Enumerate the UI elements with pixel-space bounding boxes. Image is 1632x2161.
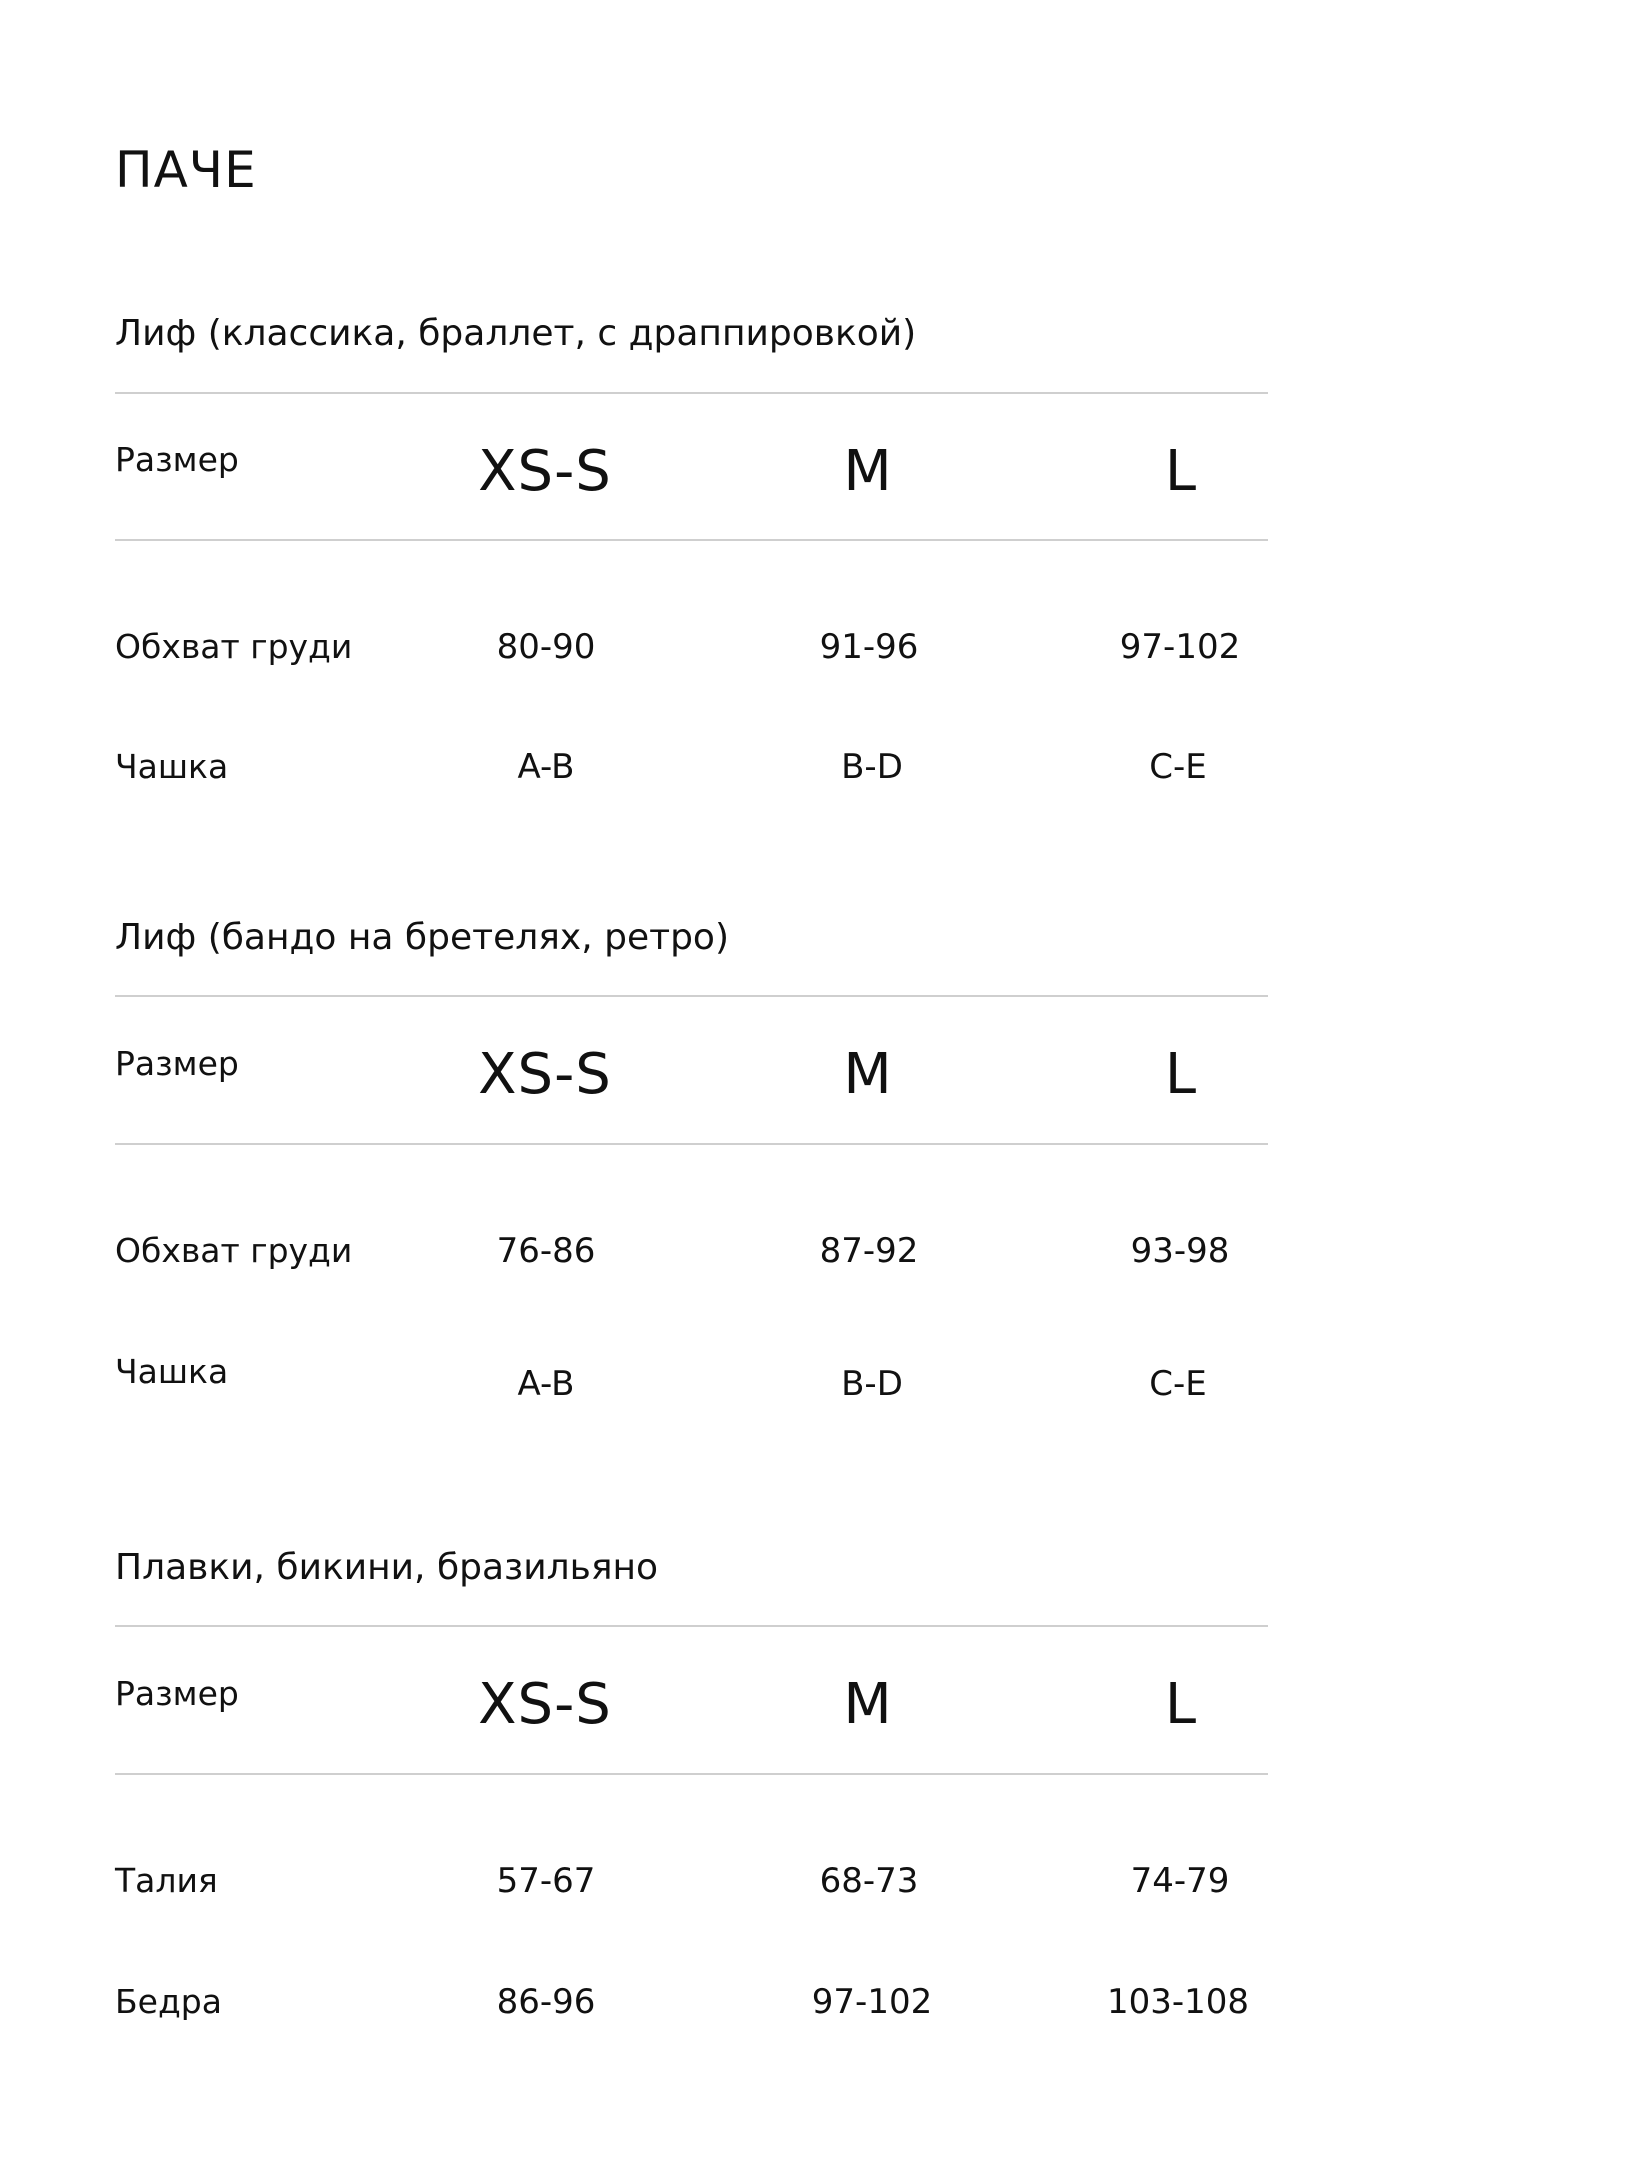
table-cell: 103-108 [1106,1982,1250,2022]
table-cell: 76-86 [496,1231,596,1271]
table-cell: A-B [517,1364,575,1404]
table-cell: A-B [517,747,575,787]
table-cell: 87-92 [819,1231,919,1271]
divider [115,1773,1268,1775]
table-cell: C-E [1149,1364,1207,1404]
size-label: Размер [115,440,239,479]
size-head-xs-s: XS-S [478,1042,612,1107]
divider [115,539,1268,541]
table-cell: 68-73 [819,1861,919,1901]
table-cell: 74-79 [1130,1861,1230,1901]
table-cell: 97-102 [811,1982,933,2022]
divider [115,392,1268,394]
table-cell: C-E [1149,747,1207,787]
row-label: Обхват груди [115,1231,353,1270]
size-head-xs-s: XS-S [478,439,612,504]
size-head-xs-s: XS-S [478,1672,612,1737]
size-head-m: M [843,1672,893,1737]
row-label: Талия [115,1861,218,1900]
divider [115,1625,1268,1627]
size-head-l: L [1164,1672,1198,1737]
size-head-l: L [1164,1042,1198,1107]
section-title: Лиф (классика, браллет, с драппировкой) [115,313,917,354]
page-title: ПАЧЕ [115,141,257,199]
table-cell: 86-96 [496,1982,596,2022]
table-cell: 91-96 [819,627,919,667]
table-cell: B-D [841,747,903,787]
size-head-m: M [843,439,893,504]
table-cell: 57-67 [496,1861,596,1901]
table-cell: B-D [841,1364,903,1404]
section-title: Плавки, бикини, бразильяно [115,1547,659,1588]
size-head-l: L [1164,439,1198,504]
divider [115,1143,1268,1145]
row-label: Чашка [115,1352,229,1391]
section-title: Лиф (бандо на бретелях, ретро) [115,917,730,958]
row-label: Обхват груди [115,627,353,666]
row-label: Чашка [115,747,229,786]
divider [115,995,1268,997]
table-cell: 93-98 [1130,1231,1230,1271]
table-cell: 97-102 [1119,627,1241,667]
size-label: Размер [115,1044,239,1083]
row-label: Бедра [115,1982,222,2021]
table-cell: 80-90 [496,627,596,667]
size-head-m: M [843,1042,893,1107]
size-label: Размер [115,1674,239,1713]
